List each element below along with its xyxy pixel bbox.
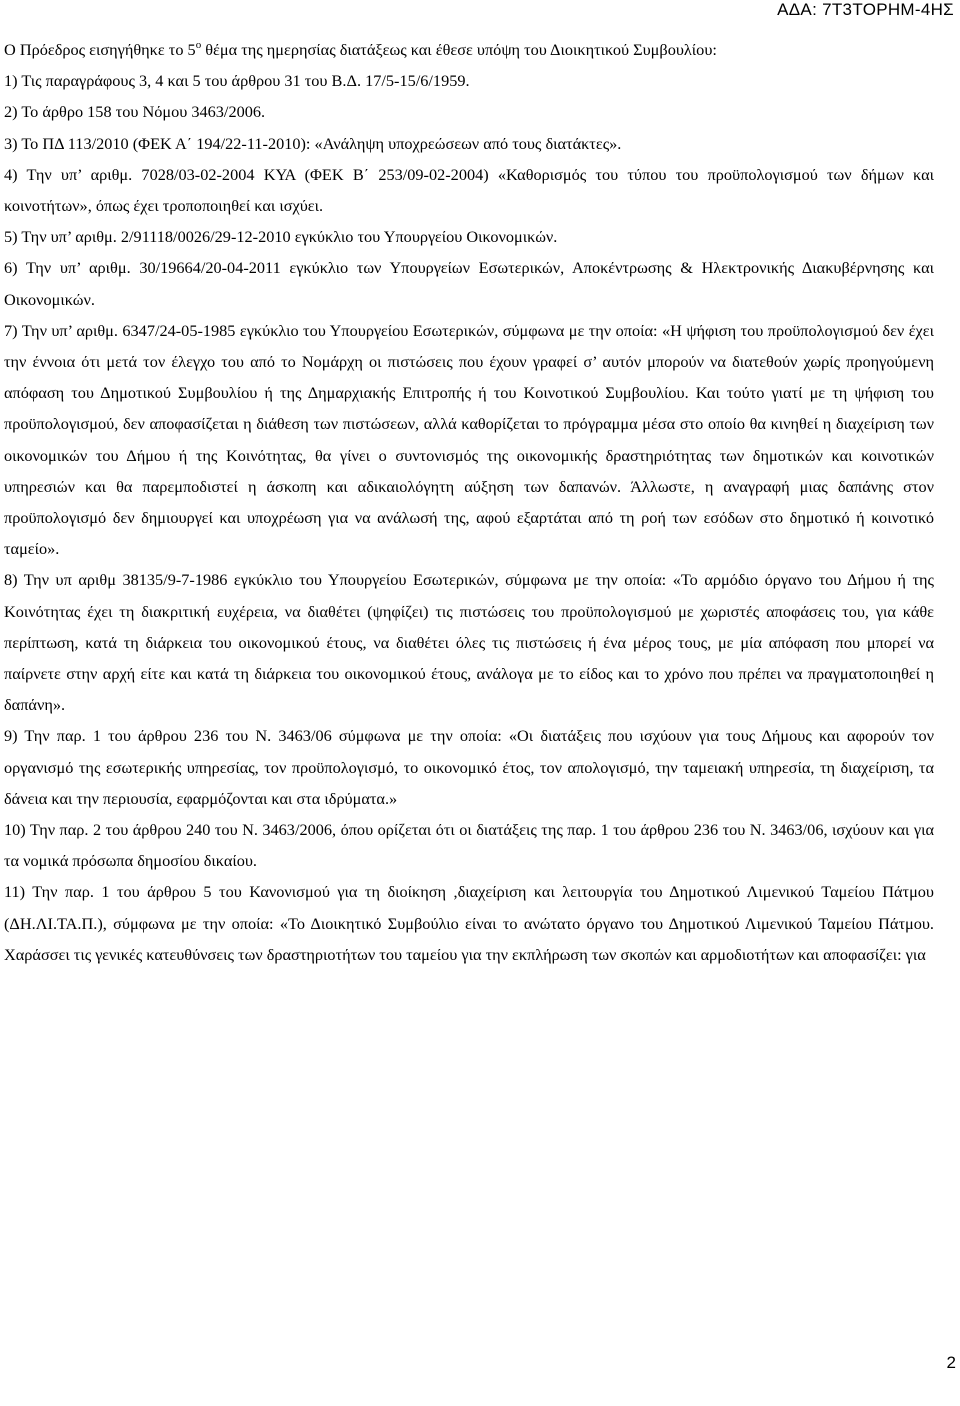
- intro-paragraph: [4, 34, 934, 65]
- item-1: 1) Τις παραγράφους 3, 4 και 5 του άρθρου 31 του Β.Δ. 17/5-15/6/1959.: [4, 71, 470, 91]
- item-4: 4) Την υπ’ αριθμ. 7028/03-02-2004 ΚΥΑ (ΦΕΚ Β΄ 253/09-02-2004) «Καθορισμός του τύπου του προϋπολογισμού των δήμων και κοινοτήτων», όπως έχει τροποποιηθεί και ισχύει.: [4, 164, 934, 216]
- item-2: 2) Το άρθρο 158 του Νόμου 3463/2006.: [4, 102, 266, 122]
- ordinal-superscript: ο: [195, 39, 202, 51]
- item-11: 11) Την παρ. 1 του άρθρου 5 του Κανονισμού για τη διοίκηση ,διαχείριση και λειτουργία του Δημοτικού Λιμενικού Ταμείου Πάτμου (ΔΗ.ΛΙ.ΤΑ.Π.), σύμφωνα με την οποία: «Το Διοικητικό Συμβούλιο είναι το ανώτατο όργανο του Δημοτικού Λιμενικού Ταμείου Πάτμου. Χαράσσει τις γενικές κατευθύνσεις των δραστηριοτήτων του ταμείου για την εκπλήρωση των σκοπών και αρμοδιοτήτων και αποφασίζει: για: [4, 882, 934, 964]
- item-3: 3) Το ΠΔ 113/2010 (ΦΕΚ Α΄ 194/22-11-2010): «Ανάληψη υποχρεώσεων από τους διατάκτες».: [4, 133, 622, 153]
- item-6: 6) Την υπ’ αριθμ. 30/19664/20-04-2011 εγκύκλιο των Υπουργείων Εσωτερικών, Αποκέντρωσης & Ηλεκτρονικής Διακυβέρνησης και Οικονομικών.: [4, 258, 934, 309]
- ada-code: ΑΔΑ: 7Τ3ΤΟΡΗΜ-4ΗΣ: [777, 0, 954, 19]
- page-number: 2: [946, 1353, 956, 1372]
- item-7: 7) Την υπ’ αριθμ. 6347/24-05-1985 εγκύκλιο του Υπουργείου Εσωτερικών, σύμφωνα με την οποία: «Η ψήφιση του προϋπολογισμού δεν έχει την έννοια ότι μετά τον έλεγχο του από το Νομάρχη οι πιστώσεις που έχουν γραφεί σ’ αυτόν μπορούν να διατεθούν χωρίς προηγούμενη απόφαση του Δημοτικού Συμβουλίου ή της Δημαρχιακής Επιτροπής ή του Κοινοτικού Συμβουλίου. Και τούτο γιατί με τη ψήφιση του προϋπολογισμού, δεν αποφασίζεται η διάθεση των πιστώσεων, αλλά καθορίζεται το πρόγραμμα μέσα στο οποίο θα κινηθεί η διαχείριση των οικονομικών του Δήμου ή της Κοινότητας, θα γίνει ο συντονισμός της οικονομικής δραστηριότητας των δημοτικών και κοινοτικών υπηρεσιών και θα παρεμποδιστεί η άσκοπη και αδικαιολόγητη αύξηση των δαπανών. Άλλωστε, η αναγραφή μιας δαπάνης στον προϋπολογισμό δεν δημιουργεί και υποχρέωση για να ανάλωσή της, αφού εξαρτάται από τη ροή των εσόδων στο δημοτικό ή κοινοτικό ταμείο».: [4, 320, 934, 559]
- item-9: 9) Την παρ. 1 του άρθρου 236 του Ν. 3463/06 σύμφωνα με την οποία: «Οι διατάξεις που ισχύουν για τους Δήμους και αφορούν τον οργανισμό της εσωτερικής υπηρεσίας, τον προϋπολογισμό, το οικονομικό έτος, τον απολογισμό, την ταμειακή υπηρεσία, τη διαχείριση, τα δάνεια και την περιουσία, εφαρμόζονται και στα ιδρύματα.»: [4, 726, 934, 808]
- document-body: [4, 34, 934, 970]
- item-8: 8) Την υπ αριθμ 38135/9-7-1986 εγκύκλιο του Υπουργείου Εσωτερικών, σύμφωνα με την οποία: «Το αρμόδιο όργανο του Δήμου ή της Κοινότητας έχει τη διακριτική ευχέρεια, να διαθέτει (ψηφίζει) τις πιστώσεις του προϋπολογισμού με χωριστές αποφάσεις του, για κάθε περίπτωση, κατά τη διάρκεια του οικονομικού έτους, να διαθέτει όλες τις πιστώσεις ή ένα μέρος τους, με μία απόφαση που μπορεί να παίρνετε στην αρχή είτε και κατά τη διάρκεια του οικονομικού έτους, ανάλογα με το είδος και το χρόνο που πρέπει να πραγματοποιηθεί η δαπάνη».: [4, 570, 934, 715]
- intro-text-continued: θέμα της ημερησίας διατάξεως και έθεσε υπόψη του Διοικητικού Συμβουλίου:: [201, 40, 717, 59]
- intro-text: Ο Πρόεδρος εισηγήθηκε το 5: [4, 40, 196, 59]
- item-5: 5) Την υπ’ αριθμ. 2/91118/0026/29-12-2010 εγκύκλιο του Υπουργείου Οικονομικών.: [4, 227, 558, 247]
- item-10: 10) Την παρ. 2 του άρθρου 240 του Ν. 3463/2006, όπου ορίζεται ότι οι διατάξεις της παρ. 1 του άρθρου 236 του Ν. 3463/06, ισχύουν και για τα νομικά πρόσωπα δημοσίου δικαίου.: [4, 820, 934, 871]
